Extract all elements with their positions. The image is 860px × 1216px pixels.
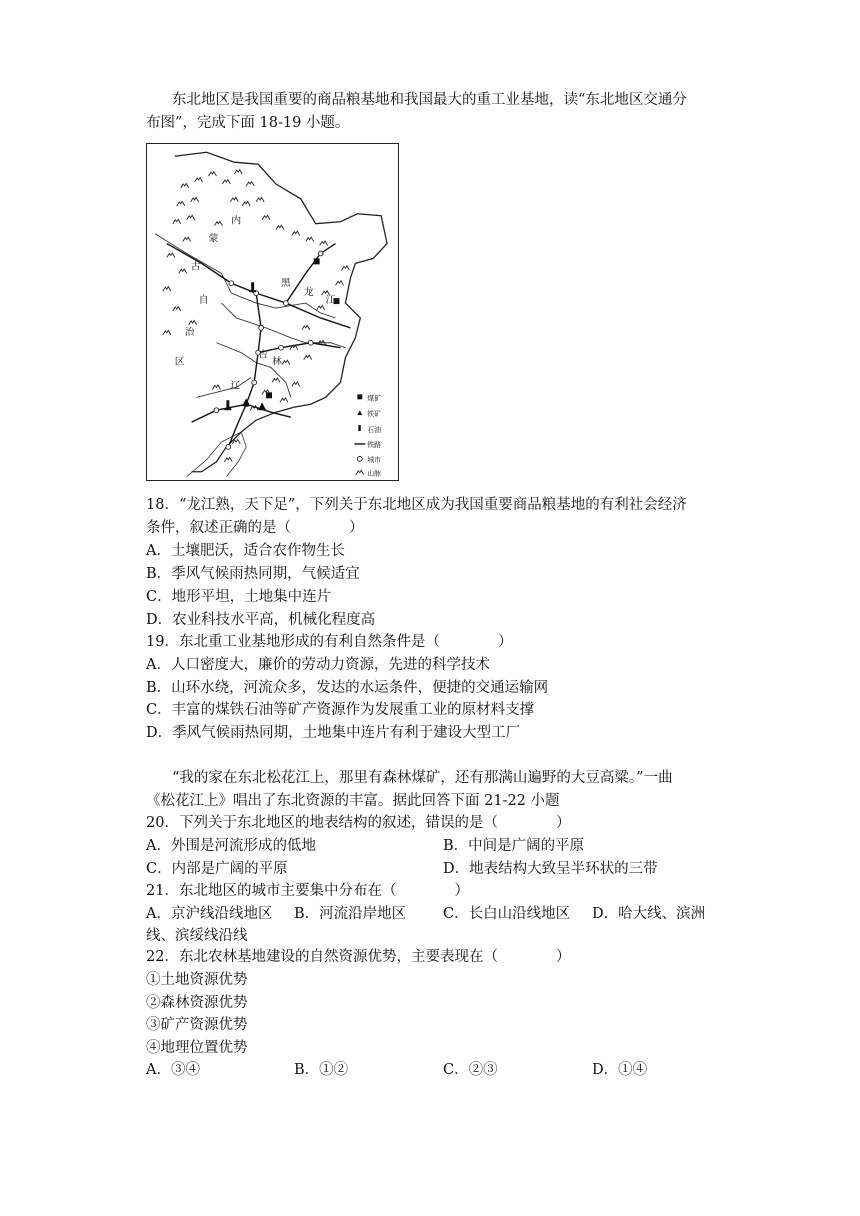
label-hei: 黑 <box>280 278 291 290</box>
q18-option-c: C．地形平坦，土地集中连片 <box>146 589 332 605</box>
label-liao: 辽 <box>230 380 241 392</box>
iron-mine-icon <box>357 410 362 415</box>
q18-stem: 18．“龙江熟，天下足”，下列关于东北地区成为我国重要商品粮基地的有利社会经济 <box>146 497 687 513</box>
label-gu: 古 <box>190 261 201 273</box>
q19-option-b: B．山环水绕，河流众多，发达的水运条件，便捷的交通运输网 <box>146 680 549 696</box>
q21-option-a: A．京沪线沿线地区 <box>146 906 273 922</box>
q20-option-d: D．地表结构大致呈半环状的三带 <box>443 861 658 877</box>
q21-option-d: D．哈大线、滨洲 <box>592 906 706 922</box>
intro-paragraph-2: “我的家在东北松花江上，那里有森林煤矿，还有那满山遍野的大豆高粱。”一曲 <box>172 770 673 786</box>
q22-item-4: ④地理位置优势 <box>146 1040 248 1056</box>
q21-option-d-cont: 线、滨绥线沿线 <box>146 928 248 944</box>
q22-item-1: ①土地资源优势 <box>146 972 248 988</box>
oil-icon <box>358 425 360 431</box>
label-zhi: 治 <box>184 326 195 338</box>
legend-coal: 煤矿 <box>367 394 382 403</box>
mountain-symbols <box>163 170 350 462</box>
label-meng: 蒙 <box>208 233 219 245</box>
q22-stem: 22．东北农林基地建设的自然资源优势，主要表现在（ ） <box>146 949 571 965</box>
legend-oil: 石油 <box>367 426 382 435</box>
q18-option-d: D．农业科技水平高，机械化程度高 <box>146 612 376 628</box>
q18-stem-cont: 条件，叙述正确的是（ ） <box>146 520 364 536</box>
q20-stem: 20．下列关于东北地区的地表结构的叙述，错误的是（ ） <box>146 815 571 831</box>
label-long: 龙 <box>303 287 314 299</box>
q20-option-b: B．中间是广阔的平原 <box>443 838 585 854</box>
q22-option-c: C．②③ <box>443 1062 498 1078</box>
q19-stem: 19．东北重工业基地形成的有利自然条件是（ ） <box>146 634 513 650</box>
label-nei: 内 <box>231 215 242 227</box>
intro-paragraph-2-cont: 《松花江上》唱出了东北资源的丰富。据此回答下面 21-22 小题 <box>146 793 560 809</box>
intro-paragraph-1: 东北地区是我国重要的商品粮基地和我国最大的重工业基地，读“东北地区交通分 <box>172 92 687 108</box>
q22-item-3: ③矿产资源优势 <box>146 1017 248 1033</box>
label-qu: 区 <box>174 356 185 368</box>
q20-option-c: C．内部是广阔的平原 <box>146 861 288 877</box>
mountain-icon <box>356 470 364 474</box>
legend-railway: 铁路 <box>367 440 382 449</box>
legend-mountain: 山脉 <box>367 469 382 478</box>
legend-iron: 铁矿 <box>367 410 382 419</box>
q18-option-b: B．季风气候雨热同期，气候适宜 <box>146 566 360 582</box>
label-lin: 林 <box>272 356 282 368</box>
q18-option-a: A．土壤肥沃，适合农作物生长 <box>146 543 345 559</box>
q22-option-a: A．③④ <box>146 1062 200 1078</box>
label-zi: 自 <box>198 295 209 307</box>
map-legend <box>354 393 381 477</box>
map-svg <box>147 144 398 480</box>
q21-stem: 21．东北地区的城市主要集中分布在（ ） <box>146 883 469 899</box>
q21-option-c: C．长白山沿线地区 <box>443 906 571 922</box>
legend-city: 城市 <box>367 455 382 464</box>
q22-option-d: D．①④ <box>592 1062 648 1078</box>
q19-option-d: D．季风气候雨热同期，土地集中连片有利于建设大型工厂 <box>146 725 521 741</box>
intro-paragraph-1-cont: 布图”，完成下面 18-19 小题。 <box>146 115 350 131</box>
city-icon <box>357 456 362 461</box>
label-jiang: 江 <box>325 295 336 307</box>
q22-item-2: ②森林资源优势 <box>146 995 248 1011</box>
coal-mine-icon <box>357 394 362 399</box>
label-ji: 吉 <box>258 349 269 361</box>
q21-option-b: B．河流沿岸地区 <box>294 906 407 922</box>
q20-option-a: A．外围是河流形成的低地 <box>146 838 316 854</box>
q19-option-a: A．人口密度大，廉价的劳动力资源，先进的科学技术 <box>146 657 490 673</box>
q19-option-c: C．丰富的煤铁石油等矿产资源作为发展重工业的原材料支撑 <box>146 702 535 718</box>
q22-option-b: B．①② <box>294 1062 349 1078</box>
northeast-transport-map <box>146 143 399 481</box>
